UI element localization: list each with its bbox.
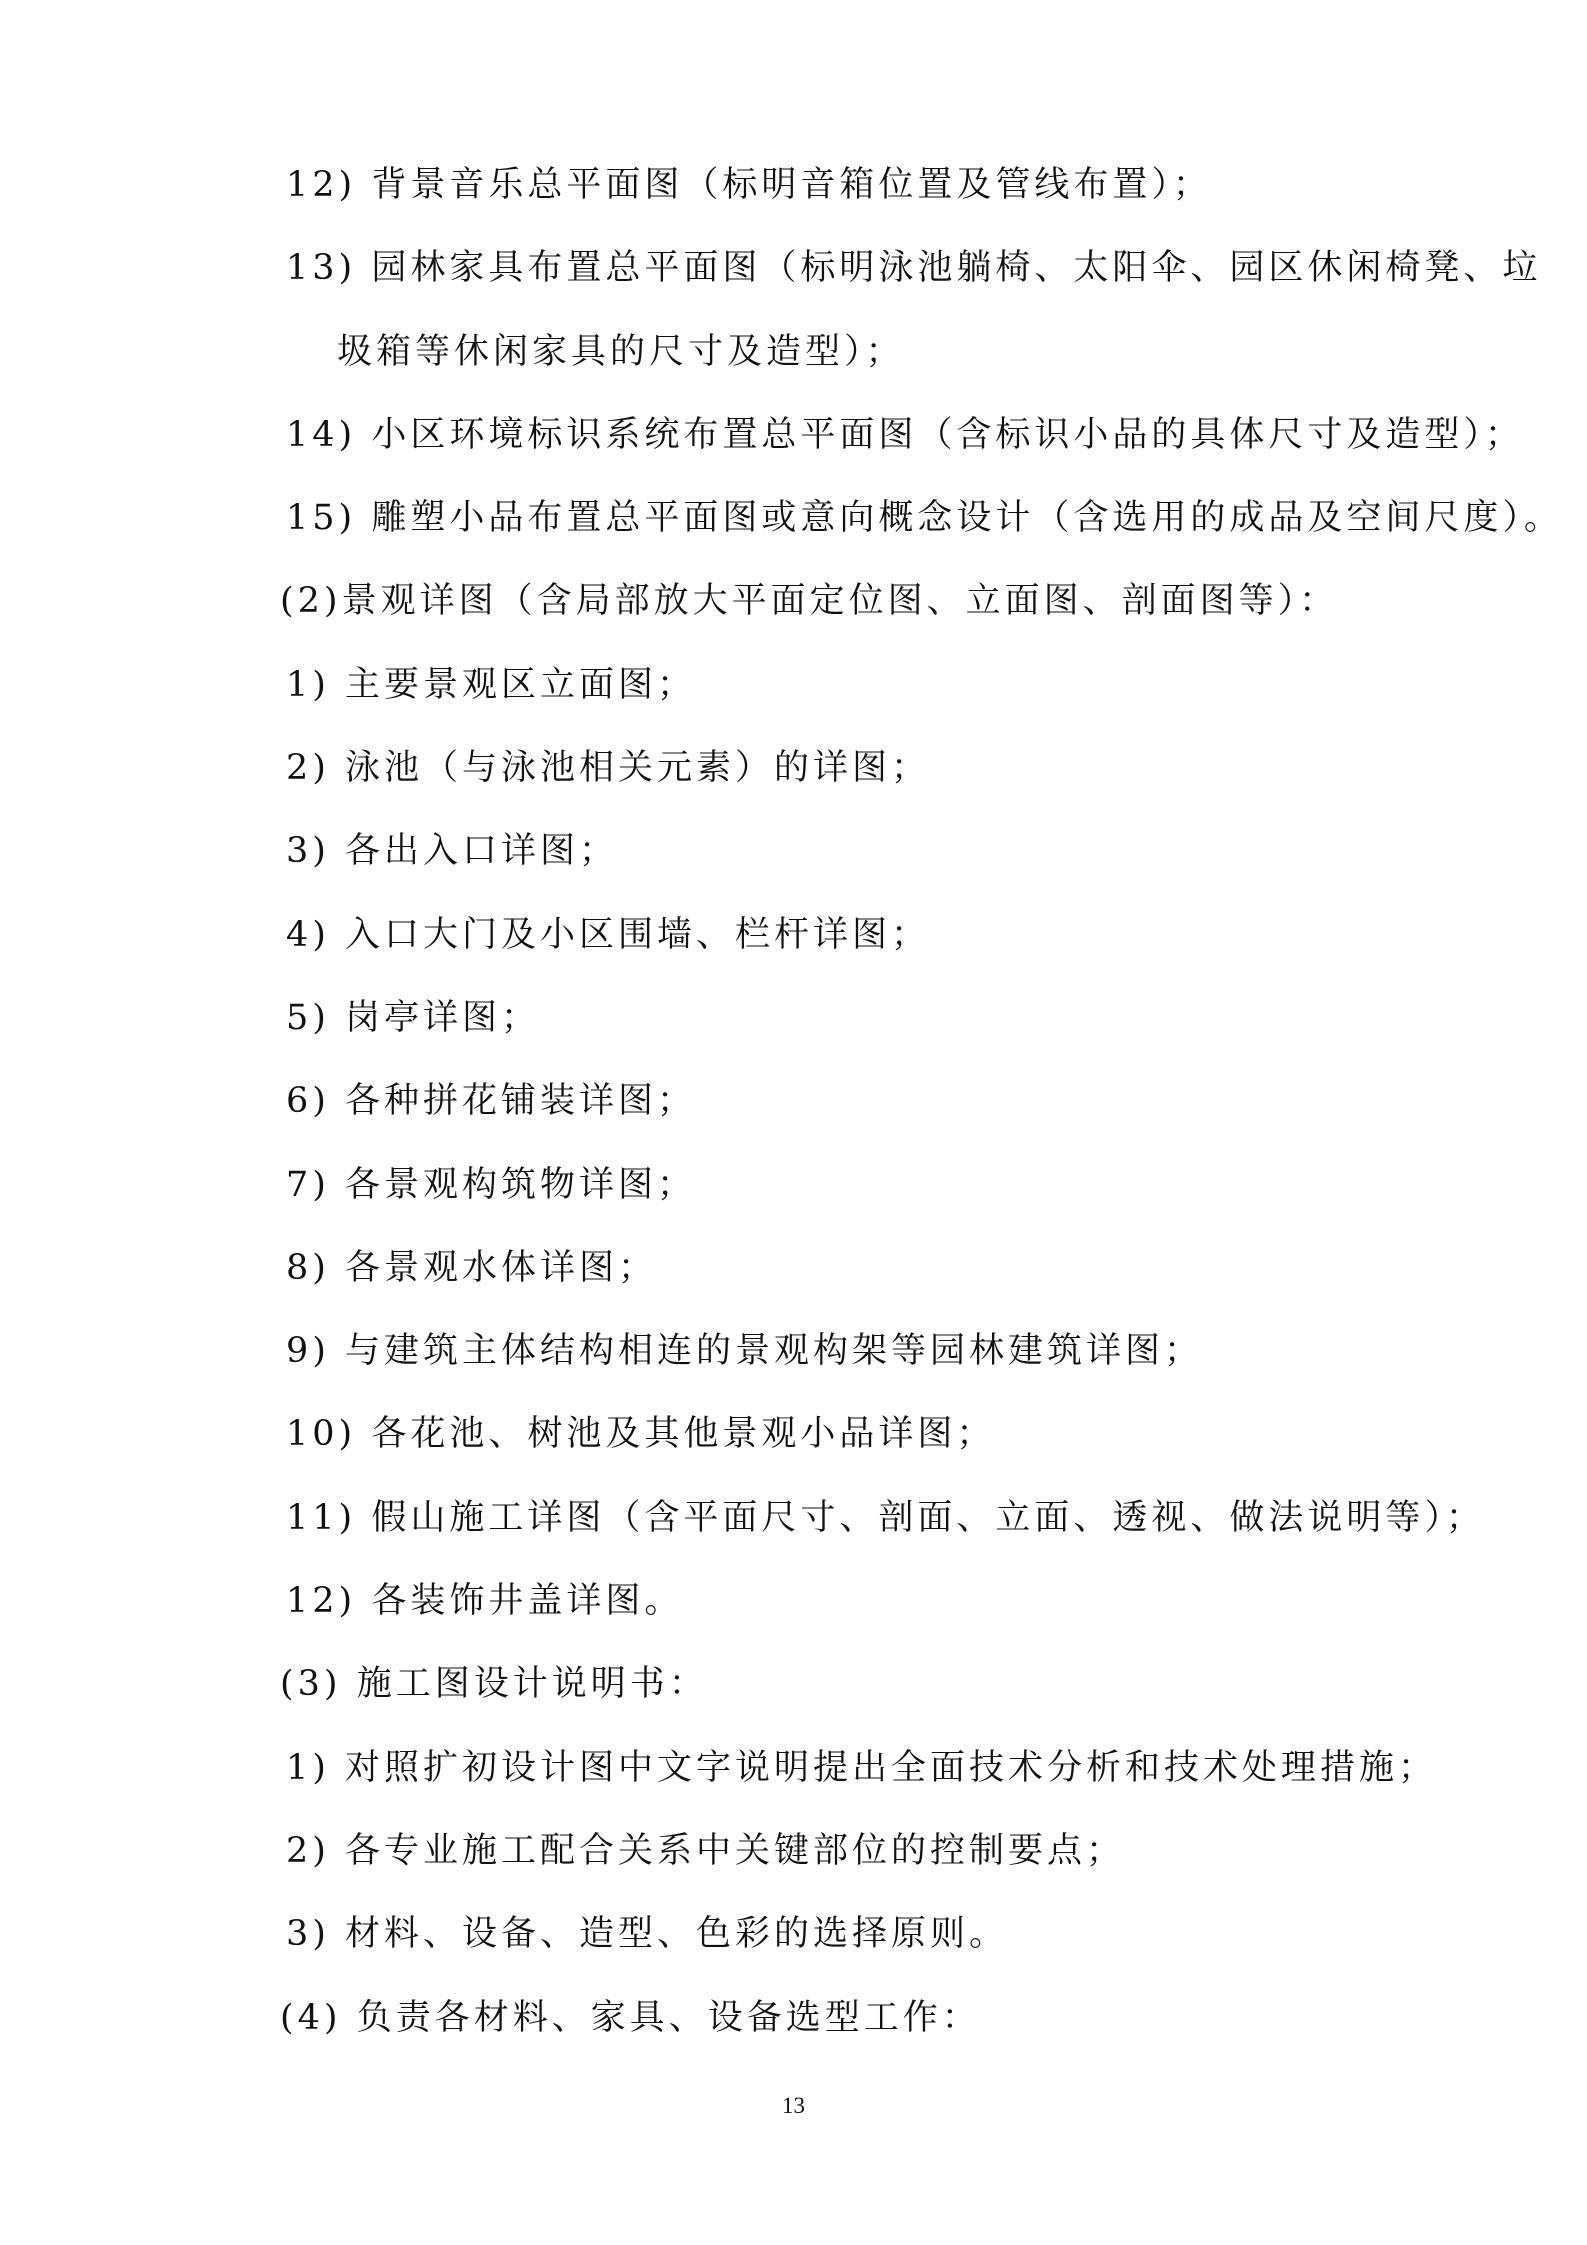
list-item: 1) 主要景观区立面图；: [286, 664, 697, 705]
list-item: 7) 各景观构筑物详图；: [286, 1164, 697, 1205]
list-item: 2) 各专业施工配合关系中关键部位的控制要点；: [286, 1830, 1126, 1871]
list-item-continuation: 圾箱等休闲家具的尺寸及造型）；: [337, 331, 905, 372]
list-item: 13) 园林家具布置总平面图（标明泳池躺椅、太阳伞、园区休闲椅凳、垃: [286, 248, 1542, 289]
list-item: 3) 各出入口详图；: [286, 831, 619, 872]
list-item: 11) 假山施工详图（含平面尺寸、剖面、立面、透视、做法说明等）；: [286, 1497, 1485, 1538]
list-item: 3) 材料、设备、造型、色彩的选择原则。: [286, 1914, 1009, 1955]
list-item: 4) 入口大门及小区围墙、栏杆详图；: [286, 914, 931, 955]
list-item: 1) 对照扩初设计图中文字说明提出全面技术分析和技术处理措施；: [286, 1747, 1438, 1788]
list-item: 14) 小区环境标识系统布置总平面图（含标识小品的具体尺寸及造型）；: [286, 414, 1524, 455]
section-heading: (2)景观详图（含局部放大平面定位图、立面图、剖面图等）：: [280, 581, 1339, 622]
list-item: 5) 岗亭详图；: [286, 997, 541, 1038]
list-item: 6) 各种拼花铺装详图；: [286, 1081, 697, 1122]
list-item: 2) 泳池（与泳池相关元素）的详图；: [286, 748, 931, 789]
page-number: 13: [782, 2093, 805, 2118]
list-item: 8) 各景观水体详图；: [286, 1247, 658, 1288]
list-item: 9) 与建筑主体结构相连的景观构架等园林建筑详图；: [286, 1331, 1204, 1372]
list-item: 10) 各花池、树池及其他景观小品详图；: [286, 1414, 996, 1455]
section-heading: (3) 施工图设计说明书：: [280, 1664, 708, 1705]
body-text: [0, 157, 1587, 2073]
list-item: 12) 背景音乐总平面图（标明音箱位置及管线布置）；: [286, 165, 1212, 205]
list-item: 15) 雕塑小品布置总平面图或意向概念设计（含选用的成品及空间尺度）。: [286, 498, 1563, 539]
section-heading: (4) 负责各材料、家具、设备选型工作：: [280, 1997, 981, 2038]
list-item: 12) 各装饰井盖详图。: [286, 1581, 684, 1622]
